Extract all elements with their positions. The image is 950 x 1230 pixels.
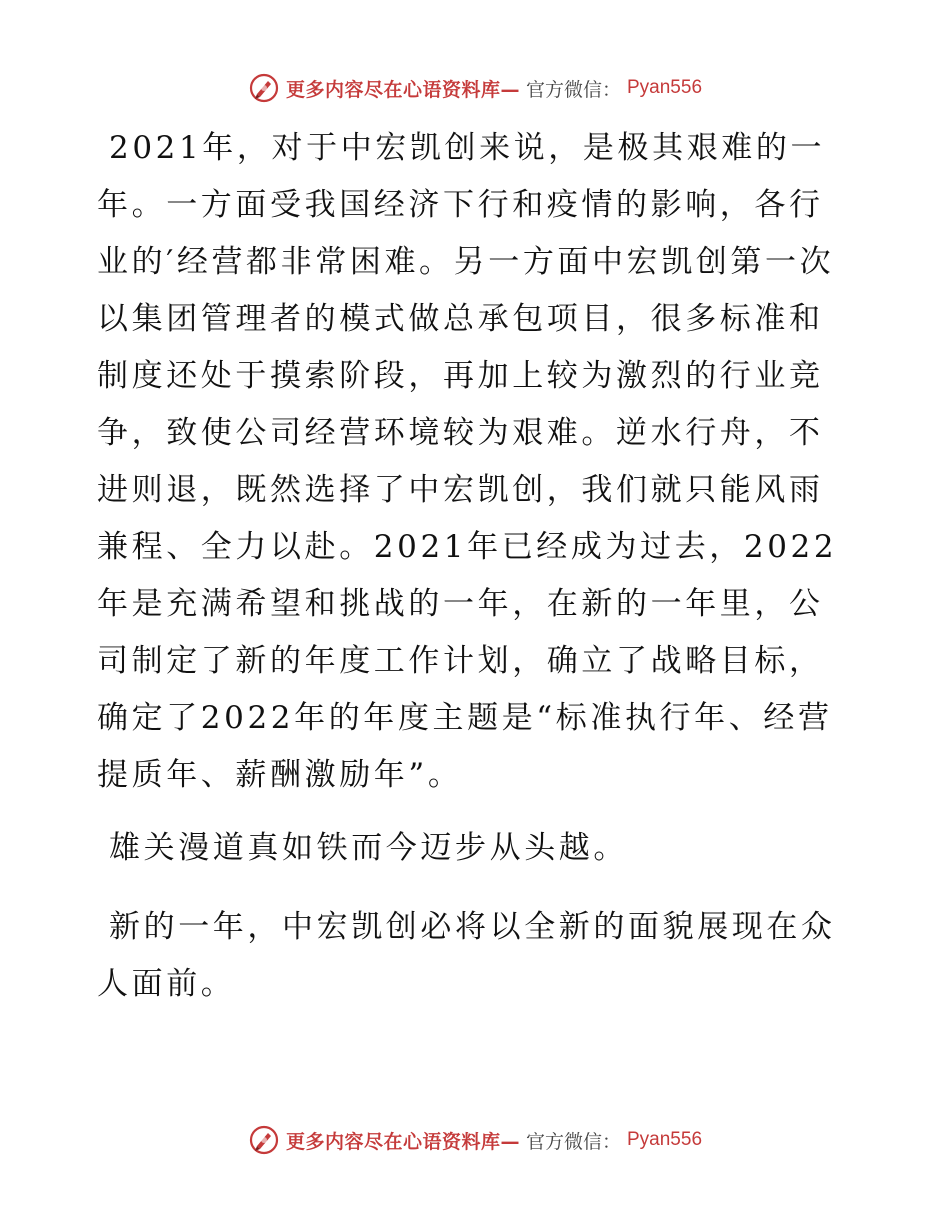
pen-logo-icon [248,1124,280,1156]
paragraph-quote: 雄关漫道真如铁而今迈步从头越。 [109,830,628,866]
header-wechat-label: 官方微信： [525,78,621,101]
header-wechat-id: Pyan556 [627,77,703,98]
footer-wechat-id: Pyan556 [627,1129,703,1150]
header-brand-text: 更多内容尽在心语资料库— [285,78,520,101]
document-body [0,120,950,1013]
pen-logo-icon [248,72,280,104]
page-footer [0,1124,950,1156]
page-header [0,72,950,104]
footer-brand-text: 更多内容尽在心语资料库— [285,1130,520,1153]
paragraph-intro: 2021年，对于中宏凯创来说，是极其艰难的一年。一方面受我国经济下行和疫情的影响，各行业的′经营都非常困难。另一方面中宏凯创第一次以集团管理者的模式做总承包项目，很多标准和制度还处于摸索阶段，再加上较为激烈的行业竞争，致使公司经营环境较为艰难。逆水行舟，不进则退，既然选择了中宏凯创，我们就只能风雨兼程、全力以赴。2021年已经成为过去，2022年是充满希望和挑战的一年，在新的一年里，公司制定了新的年度工作计划，确立了战略目标，确定了2022年的年度主题是“标准执行年、经营提质年、薪酬激励年”。 [97,130,838,793]
paragraph-closing: 新的一年，中宏凯创必将以全新的面貌展现在众人面前。 [97,909,836,1002]
footer-wechat-label: 官方微信： [525,1130,621,1153]
